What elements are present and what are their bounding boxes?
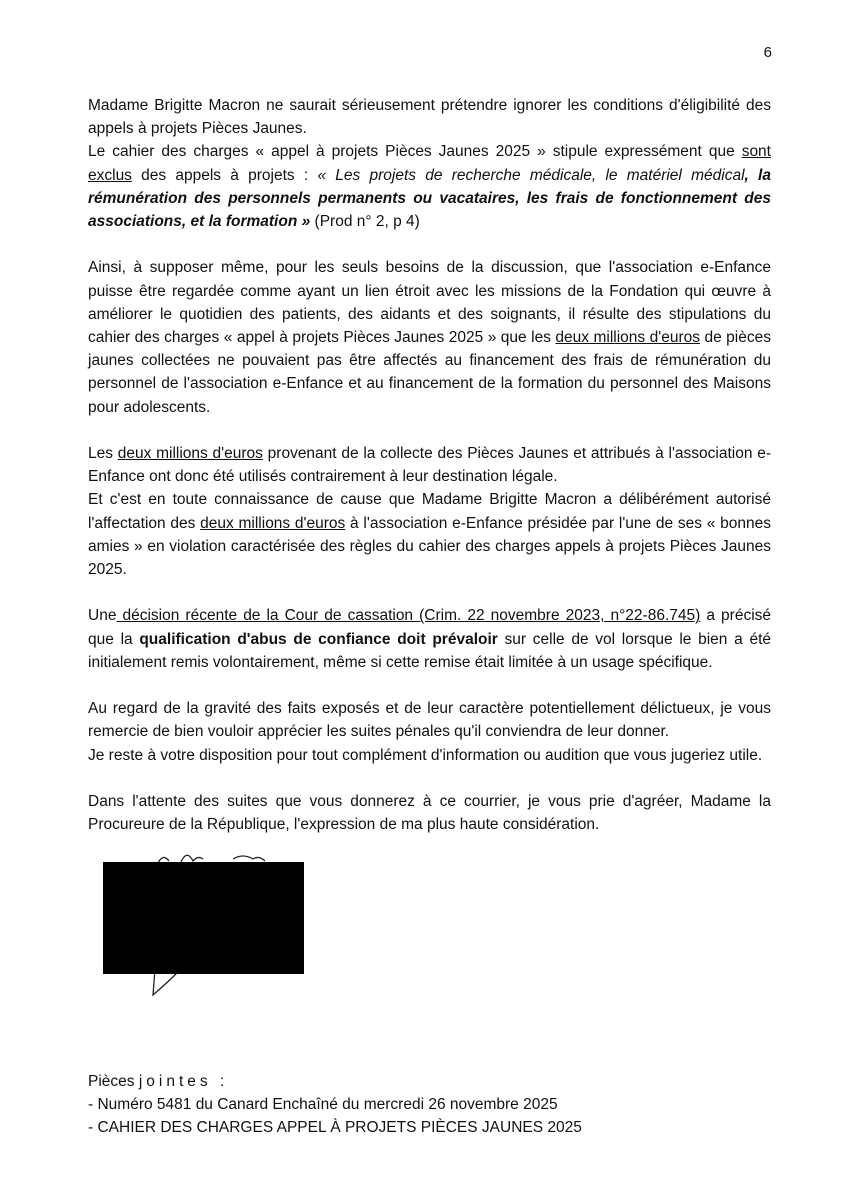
attachment-item: - CAHIER DES CHARGES APPEL À PROJETS PIÈCES JAUNES 2025	[88, 1119, 582, 1136]
page-number: 6	[763, 44, 772, 61]
paragraph-availability: Je reste à votre disposition pour tout complément d'information ou audition que vous jugeriez utile.	[88, 746, 763, 764]
paragraph-closing: Dans l'attente des suites que vous donnerez à ce courrier, je vous prie d'agréer, Madame la Procureure de la République, l'expression de ma plus haute considération.	[88, 793, 771, 834]
heading-word: Pièces	[88, 1073, 139, 1090]
attachment-item: - Numéro 5481 du Canard Enchaîné du mercredi 26 novembre 2025	[88, 1096, 558, 1113]
paragraph-argument	[88, 256, 771, 418]
underlined-text: deux millions d'euros	[117, 445, 263, 463]
paragraph-knowledge	[88, 488, 771, 581]
text-segment: des appels à projets :	[131, 166, 318, 184]
letter-body	[88, 94, 771, 860]
redacted-signature	[103, 862, 304, 974]
text-segment: sur celle de vol lorsque le bien a été initialement remis volontairement, même si cette remise était limitée à un usage spécifique.	[88, 630, 771, 671]
underlined-text: décision récente de la Cour de cassation (Crim. 22 novembre 2023, n°22-86.745)	[116, 607, 701, 625]
text-segment: à l'association e-Enfance présidée par l'une de ses « bonnes amies » en violation caractérisée des règles du cahier des charges appels à projets Pièces Jaunes 2025.	[88, 514, 771, 579]
italic-quote: « Les projets de recherche médicale, le matériel médical	[317, 166, 745, 184]
paragraph-request: Au regard de la gravité des faits exposés et de leur caractère potentiellement délictueux, je vous remercie de bien vouloir apprécier les suites pénales qu'il conviendra de leur donner.	[88, 700, 771, 741]
underlined-text: deux millions d'euros	[200, 514, 346, 532]
attachments-heading	[88, 1070, 582, 1093]
paragraph-court-decision	[88, 604, 771, 674]
text-segment: Et c'est en toute connaissance de cause que Madame Brigitte Macron a délibérément autorisé l'affectation des	[88, 491, 771, 532]
text-segment: Une	[88, 607, 117, 625]
text-segment: Les	[88, 445, 118, 463]
signature-block	[103, 851, 313, 1001]
text-segment: Le cahier des charges « appel à projets Pièces Jaunes 2025 » stipule expressément que	[88, 143, 742, 161]
text-segment: a précisé que la	[88, 607, 772, 648]
text-segment: de pièces jaunes collectées ne pouvaient pas être affectés au financement des frais de rémunération du personnel de l'association e-Enfance et au financement de la formation du personnel des Maisons pour adolescents.	[88, 329, 771, 416]
text-segment: provenant de la collecte des Pièces Jaunes et attribués à l'association e-Enfance ont donc été utilisés contrairement à leur destination légale.	[88, 445, 771, 486]
paragraph-misuse	[88, 442, 771, 488]
paragraph-eligibility: Madame Brigitte Macron ne saurait sérieusement prétendre ignorer les conditions d'éligibilité des appels à projets Pièces Jaunes.	[88, 97, 771, 138]
bold-italic-quote: , la rémunération des personnels permanents ou vacataires, les frais de fonctionnement des associations, et la formation »	[88, 166, 771, 231]
attachments-section	[88, 1070, 582, 1139]
reference: (Prod n° 2, p 4)	[310, 213, 420, 231]
paragraph-specifications	[88, 140, 771, 233]
underlined-text: sont exclus	[88, 143, 771, 184]
underlined-text: deux millions d'euros	[555, 329, 700, 347]
bold-text: qualification d'abus de confiance doit prévaloir	[139, 630, 498, 648]
text-segment: Ainsi, à supposer même, pour les seuls besoins de la discussion, que l'association e-Enfance puisse être regardée comme ayant un lien étroit avec les missions de la Fondation qui œuvre à améliorer le quotidien des patients, des aidants et des soignants, il résulte des stipulations du cahier des charges « appel à projets Pièces Jaunes 2025 » que les	[88, 259, 771, 347]
heading-spaced-word: jointes :	[138, 1073, 229, 1090]
